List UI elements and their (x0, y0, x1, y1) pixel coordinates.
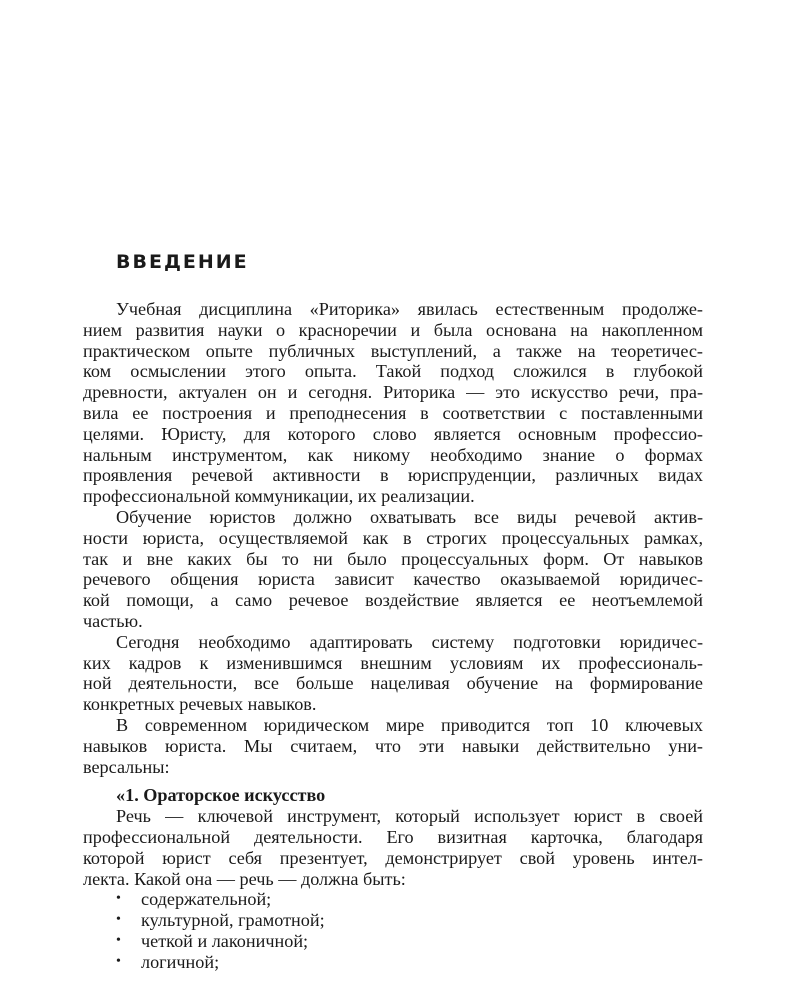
bullet-icon: • (116, 912, 121, 928)
text-line: частью. (83, 610, 143, 631)
text-line: В современном юридическом мире приводится топ 10 ключевых (116, 714, 703, 735)
text-line: ной деятельности, все больше нацеливая обучение на формирование (83, 673, 703, 694)
text-line: профессиональной коммуникации, их реализации. (83, 486, 475, 507)
list-item-text: логичной; (141, 951, 220, 972)
text-line: так и вне каких бы то ни было процессуальных форм. От навыков (83, 548, 703, 569)
text-line: версальны: (83, 756, 170, 777)
text-line: нием развития науки о красноречии и была основана на накопленном (83, 319, 703, 340)
list-item (116, 931, 703, 952)
text-line: Учебная дисциплина «Риторика» явилась естественным продолже- (116, 299, 703, 319)
text-line: речевого общения юриста зависит качество оказываемой юридичес- (83, 569, 703, 590)
text-line: профессиональной деятельности. Его визитная карточка, благодаря (83, 826, 703, 847)
section-subheading: «1. Ораторское искусство (116, 785, 326, 806)
text-line: которой юрист себя презентует, демонстрирует свой уровень интел- (83, 847, 703, 868)
text-line: кой помощи, а само речевое воздействие является ее неотъемлемой (83, 590, 703, 611)
requirements-list (83, 889, 703, 972)
text-line: проявления речевой активности в юриспруденции, различных видах (83, 465, 703, 486)
bullet-icon: • (116, 891, 121, 907)
text-line: лекта. Какой она — речь — должна быть: (83, 868, 406, 889)
list-item (116, 889, 703, 910)
list-item (116, 910, 703, 931)
text-line: Речь — ключевой инструмент, который использует юрист в своей (116, 806, 703, 827)
text-line: нальным инструментом, как никому необходимо знание о формах (83, 444, 703, 465)
paragraph (83, 299, 703, 507)
chapter-heading: ВВЕДЕНИЕ (116, 251, 249, 273)
list-item-text: содержательной; (141, 889, 272, 910)
bullet-icon: • (116, 953, 121, 969)
text-line: Обучение юристов должно охватывать все виды речевой актив- (116, 506, 703, 527)
text-line: практическом опыте публичных выступлений, а также на теоретичес- (83, 340, 703, 361)
paragraph (83, 632, 703, 715)
body-text (83, 299, 703, 973)
text-line: конкретных речевых навыков. (83, 694, 317, 715)
text-line: Сегодня необходимо адаптировать систему подготовки юридичес- (116, 631, 703, 652)
text-line: древности, актуален он и сегодня. Риторика — это искусство речи, пра- (83, 382, 703, 403)
list-item-text: четкой и лаконичной; (141, 930, 309, 951)
text-line: навыков юриста. Мы считаем, что эти навыки действительно уни- (83, 735, 703, 756)
paragraph-speech (83, 806, 703, 889)
bullet-icon: • (116, 932, 121, 948)
text-line: ности юриста, осуществляемой как в строгих процессуальных рамках, (83, 527, 703, 548)
list-item (116, 952, 703, 973)
text-line: ких кадров к изменившимся внешним условиям их профессиональ- (83, 652, 703, 673)
text-line: вила ее построения и преподнесения в соответствии с поставленными (83, 402, 703, 423)
list-item-text: культурной, грамотной; (141, 910, 325, 931)
paragraph (83, 507, 703, 632)
paragraph (83, 715, 703, 777)
text-line: ком осмыслении этого опыта. Такой подход сложился в глубокой (83, 361, 703, 382)
text-line: целями. Юристу, для которого слово является основным профессио- (83, 423, 703, 444)
